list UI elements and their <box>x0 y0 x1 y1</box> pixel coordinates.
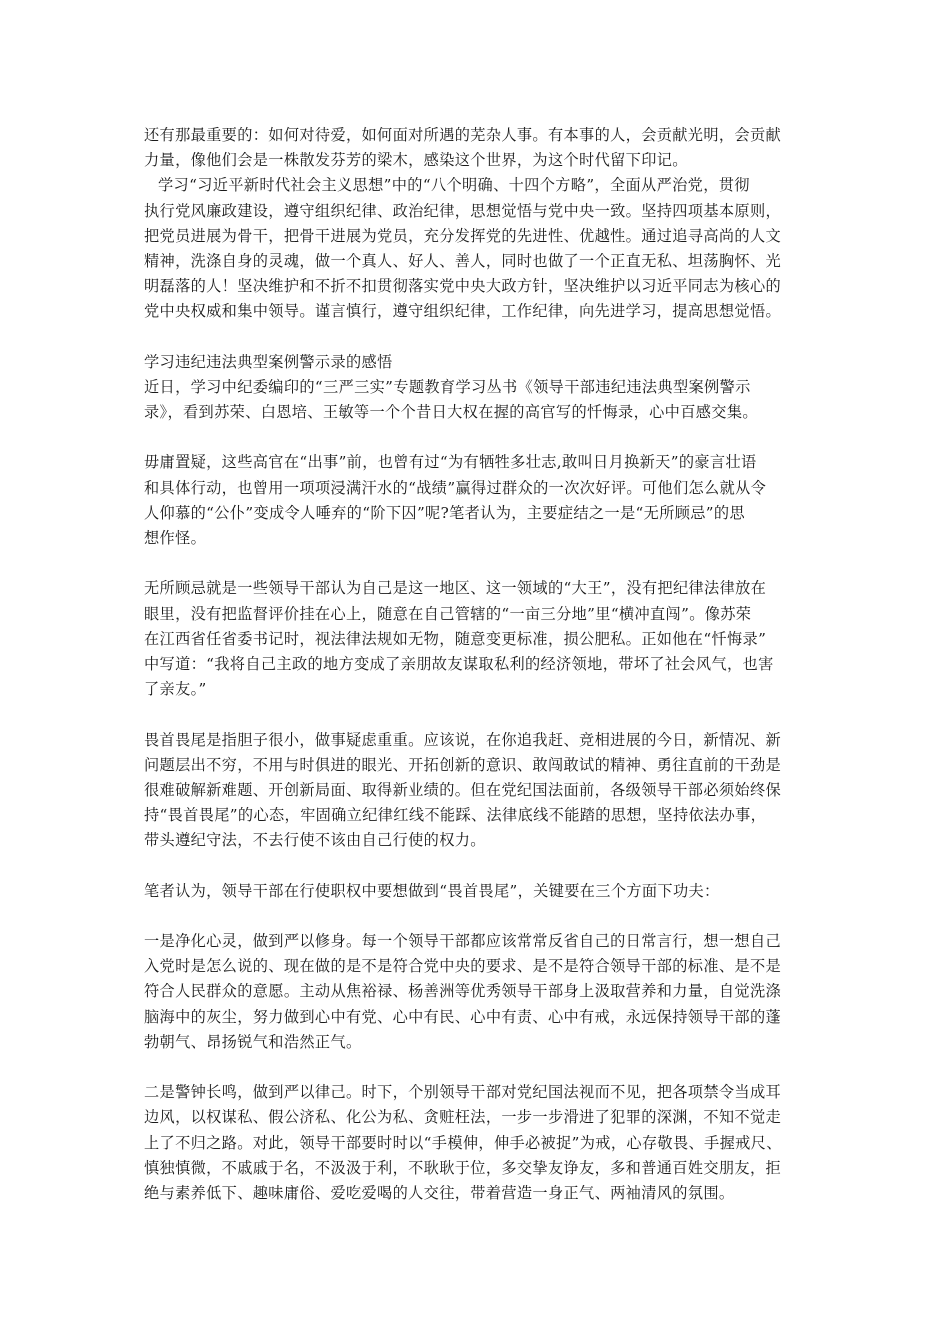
text-line: 和具体行动，也曾用一项项浸满汗水的“战绩”赢得过群众的一次次好评。可他们怎么就从令 <box>144 478 767 497</box>
text-line: 中写道：“我将自己主政的地方变成了亲朋故友谋取私利的经济领地，带坏了社会风气，也害 <box>144 654 774 673</box>
text-line: 绝与素养低下、趣味庸俗、爱吃爱喝的人交往，带着营造一身正气、两袖清风的氛围。 <box>144 1183 735 1202</box>
paragraph-gap <box>144 1055 809 1080</box>
text-line: 人仰慕的“公仆”变成令人唾弃的“阶下囚”呢?笔者认为，主要症结之一是“无所顾忌”的思 <box>144 503 745 522</box>
paragraph-4 <box>144 728 809 854</box>
text-line: 想作怪。 <box>144 529 207 547</box>
text-line: 执行党风廉政建设，遵守组织纪律、政治纪律，思想觉悟与党中央一致。坚持四项基本原则， <box>144 201 782 220</box>
text-line: 慎独慎微，不戚戚于名，不汲汲于利，不耿耿于位，多交挚友诤友，多和普通百姓交朋友，拒 <box>144 1158 782 1177</box>
paragraph-gap <box>144 702 809 727</box>
text-line: 带头遵纪守法，不去行使不该由自己行使的权力。 <box>144 831 486 850</box>
text-line: 近日，学习中纪委编印的“三严三实”专题教育学习丛书《领导干部违纪违法典型案例警示 <box>144 377 751 396</box>
text-line: 问题层出不穷，不用与时俱进的眼光、开拓创新的意识、敢闯敢试的精神、勇往直前的干劲是 <box>144 755 782 774</box>
text-line: 毋庸置疑，这些高官在“出事”前，也曾有过“为有牺牲多壮志,敢叫日月换新天”的豪言壮语 <box>144 453 757 472</box>
text-line: 上了不归之路。对此，领导干部要时时以“手模伸，伸手必被捉”为戒，心存敬畏、手握戒尺、 <box>144 1133 782 1152</box>
paragraph-6 <box>144 929 809 1055</box>
paragraph-gap <box>144 325 809 350</box>
study-paragraph <box>144 173 809 324</box>
paragraph-gap <box>144 551 809 576</box>
text-line: 力量，像他们会是一株散发芬芳的梁木，感染这个世界，为这个时代留下印记。 <box>144 151 688 170</box>
intro-paragraph <box>144 123 809 173</box>
text-line: 在江西省任省委书记时，视法律法规如无物，随意变更标准，损公肥私。正如他在“忏悔录” <box>144 629 767 648</box>
text-line: 很难破解新难题、开创新局面、取得新业绩的。但在党纪国法面前，各级领导干部必须始终保 <box>144 780 782 799</box>
text-line: 无所顾忌就是一些领导干部认为自己是这一地区、这一领域的“大王”，没有把纪律法律放在 <box>144 579 767 598</box>
text-line: 二是警钟长鸣，做到严以律己。时下，个别领导干部对党纪国法视而不见，把各项禁令当成耳 <box>144 1083 782 1102</box>
text-line: 还有那最重要的：如何对待爱，如何面对所遇的芜杂人事。有本事的人，会贡献光明，会贡献 <box>144 126 782 144</box>
paragraph-7 <box>144 1080 809 1206</box>
paragraph-5 <box>144 879 809 904</box>
paragraph-gap <box>144 853 809 878</box>
document-body <box>144 123 809 1206</box>
text-line: 精神，洗涤自身的灵魂，做一个真人、好人、善人，同时也做了一个正直无私、坦荡胸怀、光 <box>144 251 782 270</box>
text-line: 畏首畏尾是指胆子很小，做事疑虑重重。应该说，在你追我赶、竞相进展的今日，新情况、新 <box>144 730 782 749</box>
text-line: 勃朝气、昂扬锐气和浩然正气。 <box>144 1032 362 1051</box>
text-line: 党中央权威和集中领导。谨言慎行，遵守组织纪律，工作纪律，向先进学习，提高思想觉悟。 <box>144 302 782 321</box>
text-line: 笔者认为，领导干部在行使职权中要想做到“畏首畏尾”，关键要在三个方面下功夫： <box>144 881 720 900</box>
section-title: 学习违纪违法典型案例警示录的感悟 <box>144 352 393 371</box>
text-line: 边风，以权谋私、假公济私、化公为私、贪赃枉法，一步一步滑进了犯罪的深渊，不知不觉走 <box>144 1108 782 1127</box>
text-line: 持“畏首畏尾”的心态，牢固确立纪律红线不能踩、法律底线不能踏的思想，坚持依法办事， <box>144 806 767 825</box>
text-line: 眼里，没有把监督评价挂在心上，随意在自己管辖的“一亩三分地”里“横冲直闯”。像苏荣 <box>144 604 752 623</box>
text-line: 明磊落的人！坚决维护和不折不扣贯彻落实党中央大政方针，坚决维护以习近平同志为核心的 <box>144 277 782 296</box>
paragraph-3 <box>144 576 809 702</box>
text-line: 了亲友。” <box>144 680 207 699</box>
text-line: 把党员进展为骨干，把骨干进展为党员，充分发挥党的先进性、优越性。通过追寻高尚的人文 <box>144 226 782 245</box>
text-line: 脑海中的灰尘，努力做到心中有党、心中有民、心中有责、心中有戒，永远保持领导干部的蓬 <box>144 1007 782 1026</box>
paragraph-2 <box>144 450 809 551</box>
text-line: 学习“习近平新时代社会主义思想”中的“八个明确、十四个方略”，全面从严治党，贯彻 <box>158 176 750 195</box>
text-line: 符合人民群众的意愿。主动从焦裕禄、杨善洲等优秀领导干部身上汲取营养和力量，自觉洗涤 <box>144 982 782 1001</box>
text-line: 一是净化心灵，做到严以修身。每一个领导干部都应该常常反省自己的日常言行，想一想自己 <box>144 932 782 950</box>
paragraph-gap <box>144 425 809 450</box>
text-line: 录》，看到苏荣、白恩培、王敏等一个个昔日大权在握的高官写的忏悔录，心中百感交集。 <box>144 403 758 422</box>
text-line: 入党时是怎么说的、现在做的是不是符合党中央的要求、是不是符合领导干部的标准、是不是 <box>144 957 782 976</box>
paragraph-1 <box>144 375 809 425</box>
paragraph-gap <box>144 904 809 929</box>
